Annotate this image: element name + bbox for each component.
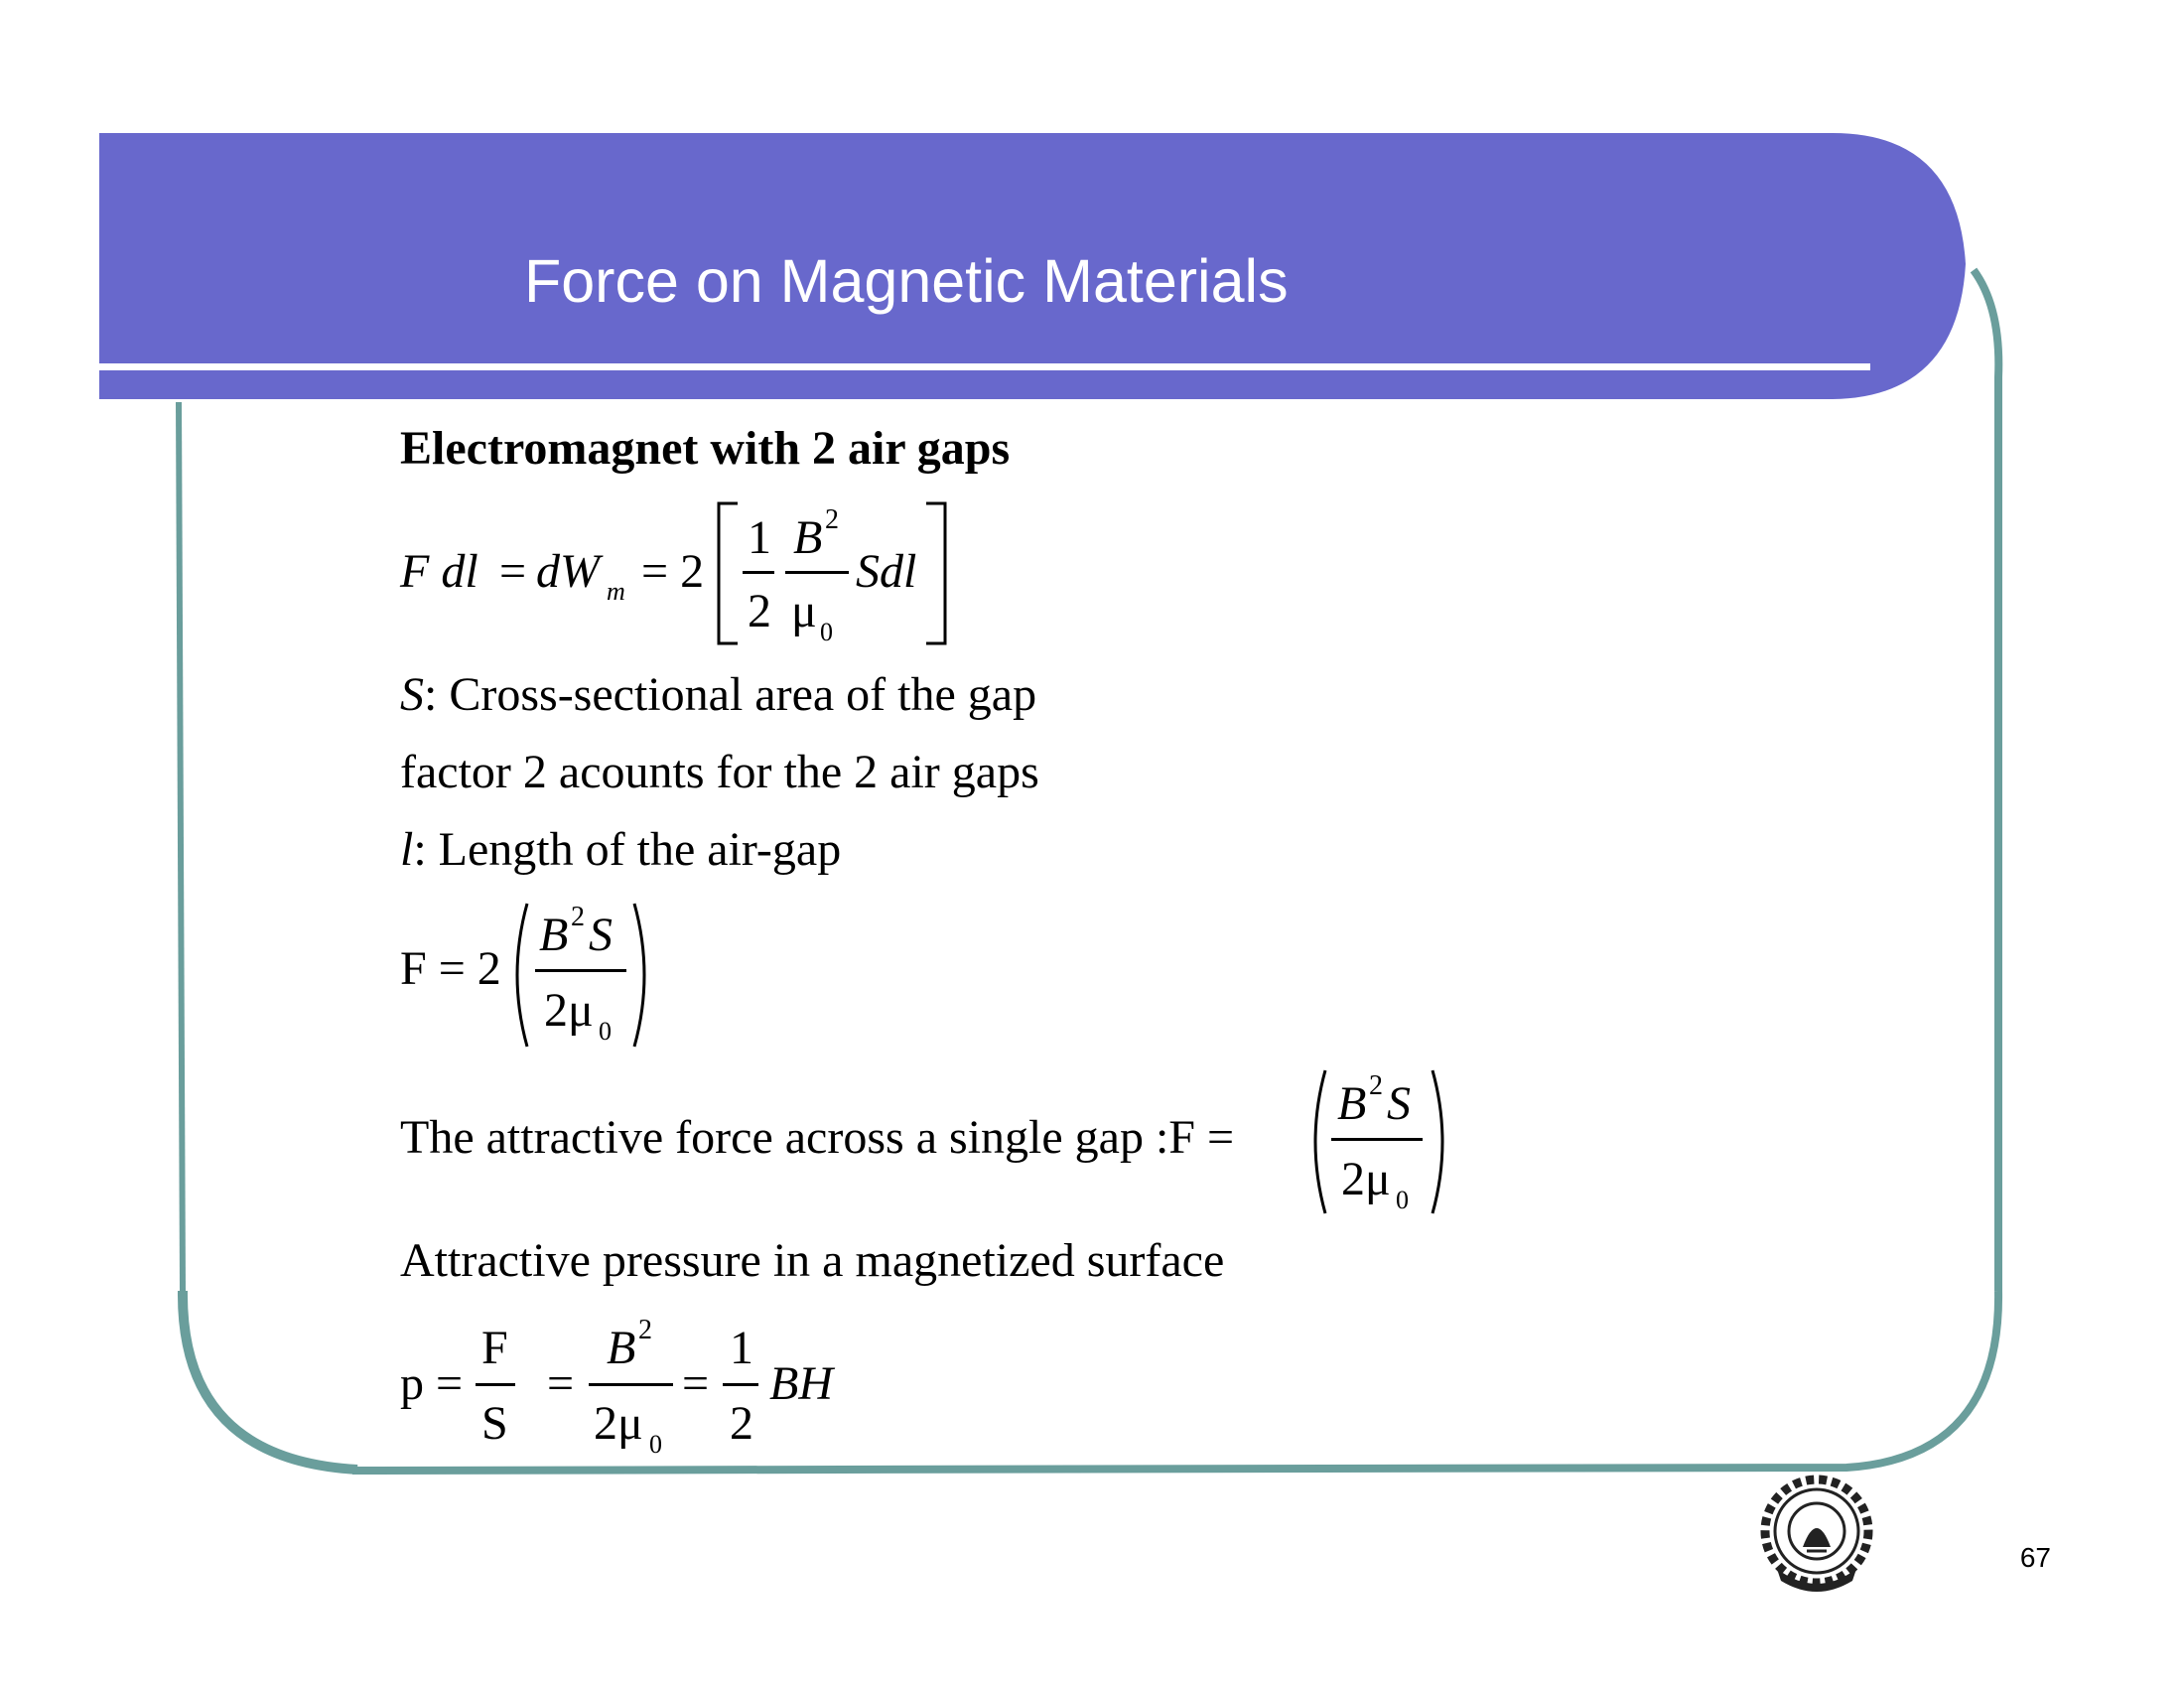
eq1-B-squared: 2 — [825, 504, 839, 535]
eq1-B: B — [793, 511, 823, 564]
eq1-frac-bar-1 — [743, 571, 774, 574]
eq1-dW: dW — [536, 545, 600, 598]
eq2-frac-bar — [535, 969, 626, 972]
pressure-text: Attractive pressure in a magnetized surface — [400, 1234, 1225, 1287]
eq4-den: 2μ — [594, 1397, 643, 1450]
eq3-num-S: S — [1387, 1077, 1411, 1130]
eq4-S: S — [481, 1397, 508, 1450]
eq4-one: 1 — [730, 1322, 753, 1374]
eq1-sub-m: m — [607, 577, 625, 606]
eq3-num-squared: 2 — [1369, 1070, 1383, 1101]
institute-seal-icon — [1755, 1470, 1878, 1593]
l-symbol: l — [400, 823, 414, 876]
eq3-num-B: B — [1337, 1077, 1367, 1130]
eq1-one: 1 — [748, 511, 771, 564]
eq2-left-paren — [505, 902, 529, 1049]
S-symbol: S — [400, 668, 424, 721]
S-definition — [400, 668, 1037, 721]
eq3-den-sub: 0 — [1396, 1186, 1409, 1214]
eq1-lhs: F dl — [400, 545, 478, 598]
heading: Electromagnet with 2 air gaps — [400, 422, 1011, 475]
eq4-two: 2 — [730, 1397, 753, 1450]
slide-title: Force on Magnetic Materials — [524, 247, 1289, 315]
eq4-p: p = — [400, 1357, 464, 1410]
eq1-mu-sub: 0 — [820, 618, 833, 646]
eq3-left-paren — [1303, 1068, 1327, 1215]
eq1-Sdl: Sdl — [856, 545, 917, 598]
eq1-frac-bar-2 — [785, 571, 849, 574]
eq2-right-paren — [632, 902, 656, 1049]
eq1-mu: μ — [791, 585, 817, 637]
eq2-num-S: S — [589, 909, 613, 961]
eq4-frac-bar-1 — [476, 1383, 515, 1386]
page-number: 67 — [2019, 1542, 2051, 1573]
eq2-den-sub: 0 — [599, 1017, 612, 1046]
eq1-equals: = — [499, 545, 527, 598]
eq4-equals-b: = — [682, 1357, 710, 1410]
eq1-two: 2 — [748, 585, 771, 637]
eq3-frac-bar — [1331, 1138, 1423, 1141]
eq3-den: 2μ — [1341, 1153, 1391, 1205]
l-description: : Length of the air-gap — [413, 823, 842, 876]
eq4-F: F — [481, 1322, 508, 1374]
eq4-den-sub: 0 — [649, 1430, 662, 1459]
eq2-num-squared: 2 — [571, 902, 585, 932]
eq2-lhs: F = 2 — [400, 942, 501, 995]
factor-line: factor 2 acounts for the 2 air gaps — [400, 746, 1039, 798]
l-definition — [400, 823, 842, 876]
eq3-right-paren — [1431, 1068, 1454, 1215]
single-gap-text: The attractive force across a single gap :F = — [400, 1111, 1235, 1164]
eq4-BH: BH — [769, 1357, 833, 1410]
eq1-equals-2: = 2 — [641, 545, 705, 598]
eq4-frac-bar-3 — [723, 1383, 758, 1386]
right-bracket — [924, 501, 948, 645]
eq4-B: B — [607, 1322, 636, 1374]
eq4-B-squared: 2 — [638, 1315, 652, 1345]
eq2-num-B: B — [539, 909, 569, 961]
S-description: : Cross-sectional area of the gap — [424, 668, 1037, 721]
left-bracket — [716, 501, 740, 645]
eq2-den: 2μ — [544, 984, 594, 1037]
eq4-equals-a: = — [547, 1357, 575, 1410]
eq4-frac-bar-2 — [589, 1383, 673, 1386]
